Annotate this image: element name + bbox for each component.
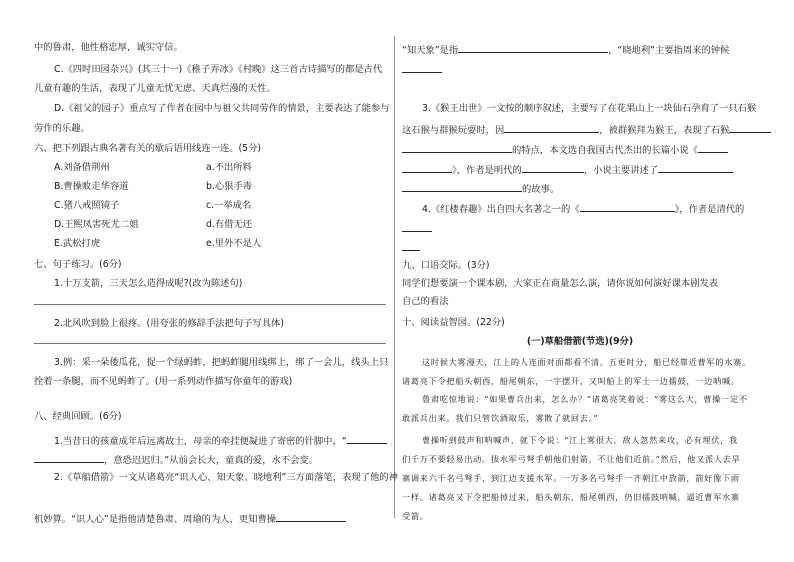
question-9-text: 自己的看法 xyxy=(402,296,449,307)
question-3-text: 的特点，本文选自我国古代杰出的长篇小说《 xyxy=(512,145,698,156)
passage-line: 受箭。 xyxy=(402,511,429,521)
option-c-line: 儿童有趣的生活，表现了儿童无忧无虑、天真烂漫的天性。 xyxy=(34,83,276,94)
match-left-item: D.王熙凤害死尤二姐 xyxy=(54,219,139,230)
answer-blank[interactable] xyxy=(402,142,512,153)
question-8-1-line xyxy=(54,433,387,448)
answer-blank[interactable] xyxy=(458,42,608,53)
passage-line: 一样。诸葛亮又下令把船掉过来，船头朝东，船尾朝西，仍旧擂鼓呐喊，逼近曹军水寨 xyxy=(402,492,740,502)
question-8-1-text: ，意恐迟迟归。”从前会长大，童真的爱，水不会变。 xyxy=(104,455,318,466)
match-right-item: c.一举成名 xyxy=(206,200,252,211)
question-4-text: 4.《红楼春趣》出自四大名著之一的《 xyxy=(422,204,580,215)
question-8-1-text: 1.当昔日的孩童成年后远离故土，母亲的牵挂便凝进了寄密的针脚中，“ xyxy=(54,436,347,447)
passage-line: 这时候大雾漫天，江上的人连面对面都看不清。五更时分，船已经靠近曹军的水寨。 xyxy=(422,357,751,367)
passage-line: 诸葛亮下令把船头朝西，船尾朝东，一字摆开，又叫船上的军士一边擂鼓，一边呐喊。 xyxy=(402,376,740,386)
passage-line: 们千万不要轻易出动。拔水军弓弩手朝他们射箭，不让他们近前。”然后，他又派人去旱 xyxy=(402,454,741,464)
zhitian-line2 xyxy=(402,62,442,77)
answer-blank[interactable] xyxy=(729,122,771,133)
section-title-7: 七、句子练习。(6分) xyxy=(34,259,122,270)
column-divider xyxy=(394,36,395,518)
match-right-item: d.有借无还 xyxy=(206,219,253,230)
question-8-1-line2 xyxy=(34,452,318,467)
question-3-text: ，小说主要讲述了 xyxy=(583,165,659,176)
match-left-item: C.猪八戒照镜子 xyxy=(54,200,120,211)
answer-blank[interactable] xyxy=(522,162,584,173)
question-3-text: 的故事。 xyxy=(522,184,560,195)
answer-blank[interactable] xyxy=(658,162,733,173)
section-title-9: 九、口语交际。(3分) xyxy=(402,260,490,271)
zhitian-text: ，“晓地利”主要指周来的钟候 xyxy=(608,45,730,56)
match-right-item: a.不出所料 xyxy=(206,162,252,173)
answer-line[interactable] xyxy=(34,304,386,305)
section-title-6: 六、把下列跟古典名著有关的歇后语用线连一连。(5分) xyxy=(34,143,261,154)
zhitian-text: “知天象”是指 xyxy=(402,45,459,56)
question-4-line2 xyxy=(402,221,432,236)
option-c-line: C.《四时田园杂兴》(其三十一)《稚子弄冰》《村晚》这三首古诗描写的都是古代 xyxy=(54,64,383,75)
option-d-line: D.《祖父的园子》重点写了作者在园中与祖父共同劳作的情景，主要表达了能参与 xyxy=(54,103,390,114)
match-left-item: A.刘备借荆州 xyxy=(54,162,110,173)
question-3-line5 xyxy=(402,181,559,196)
question-8-2: 2.《草船借箭》一文从诸葛亮“识人心、知天象、晓地利”三方面落笔，表现了他的神 xyxy=(54,472,398,483)
question-3-text: 》，作者是明代的 xyxy=(452,165,522,176)
passage-line: 鲁肃吃惊地说：“如果曹兵出来，怎么办？”诸葛亮笑着说：“雾这么大，曹操一定不 xyxy=(422,394,748,404)
answer-blank[interactable] xyxy=(34,452,104,463)
question-7-1: 1.十万支箭，三天怎么造得成呢?(改为陈述句) xyxy=(54,278,243,289)
question-8-2-line2 xyxy=(34,511,346,526)
question-4-line xyxy=(422,201,744,216)
question-7-2: 2.北风吹到脸上很疼。(用夸张的修辞手法把句子写具体) xyxy=(54,318,284,329)
match-right-item: b.心狠手毒 xyxy=(206,181,253,192)
left-column xyxy=(34,0,398,562)
zhitian-line xyxy=(402,42,729,57)
question-3-line4 xyxy=(402,162,733,177)
answer-blank[interactable] xyxy=(402,62,442,73)
right-column xyxy=(402,0,758,562)
intro-text: 中的鲁肃，他性格忠厚，诚实守信。 xyxy=(34,42,183,53)
question-3-line2 xyxy=(402,122,771,137)
question-3-text: 这石猴与群猴玩耍时，因 xyxy=(402,125,505,136)
passage-title: (一)草船借箭(节选)(9分) xyxy=(526,336,634,347)
question-7-3: 3.例：采一朵倭瓜花，捉一个绿蚂蚱，把蚂蚱腿用线绑上，绑了一会儿，线头上只 xyxy=(54,357,389,368)
section-title-10: 十、阅读益智园。(22分) xyxy=(402,317,505,328)
answer-blank[interactable] xyxy=(402,221,432,232)
answer-blank[interactable] xyxy=(402,181,522,192)
answer-blank[interactable] xyxy=(698,142,728,153)
passage-line: 曹操听到鼓声和呐喊声，就下令说：“江上雾很大，敌人忽然来攻，必有埋伏，我 xyxy=(422,435,738,445)
option-d-line: 劳作的乐趣。 xyxy=(34,123,90,134)
section-title-8: 八、经典回顾。(6分) xyxy=(34,411,122,422)
match-left-item: E.武松打虎 xyxy=(54,238,101,249)
answer-blank[interactable] xyxy=(504,122,599,133)
question-4-line3 xyxy=(402,240,420,255)
question-3-line3 xyxy=(402,142,728,157)
passage-line: 寨调来六千名弓弩手，到江边支援水军。一万多名弓弩手一齐朝江中放箭，箭好像下雨 xyxy=(402,473,740,483)
match-right-item: e.里外不是人 xyxy=(206,238,262,249)
passage-line: 敢派兵出来。我们只管饮酒取乐，雾散了就回去。” xyxy=(402,413,599,423)
question-3-text: ，被群猴拜为猴王，表现了石猴 xyxy=(599,125,730,136)
match-left-item: B.曹操败走华容道 xyxy=(54,181,129,192)
question-8-2-text: 机妙算。“识人心”是指他清楚鲁肃、周瑜的为人，更知曹操 xyxy=(34,514,277,525)
question-4-text: 》，作者是清代的 xyxy=(674,204,745,215)
question-9-text: 同学们想要演一个课本剧，大家正在商量怎么演，请你说如何演好课本剧发表 xyxy=(402,278,719,289)
answer-blank[interactable] xyxy=(402,240,420,251)
answer-blank[interactable] xyxy=(276,511,346,522)
question-7-3: 拴着一条腿，而不见蚂蚱了。(用一系列动作描写你童年的游戏) xyxy=(34,376,293,387)
answer-blank[interactable] xyxy=(347,433,387,444)
answer-blank[interactable] xyxy=(402,162,452,173)
answer-line[interactable] xyxy=(34,343,386,344)
question-3: 3.《猴王出世》一文按的顺序叙述，主要写了在花果山上一块仙石孕育了一只石猴 xyxy=(422,103,757,114)
answer-blank[interactable] xyxy=(580,201,675,212)
